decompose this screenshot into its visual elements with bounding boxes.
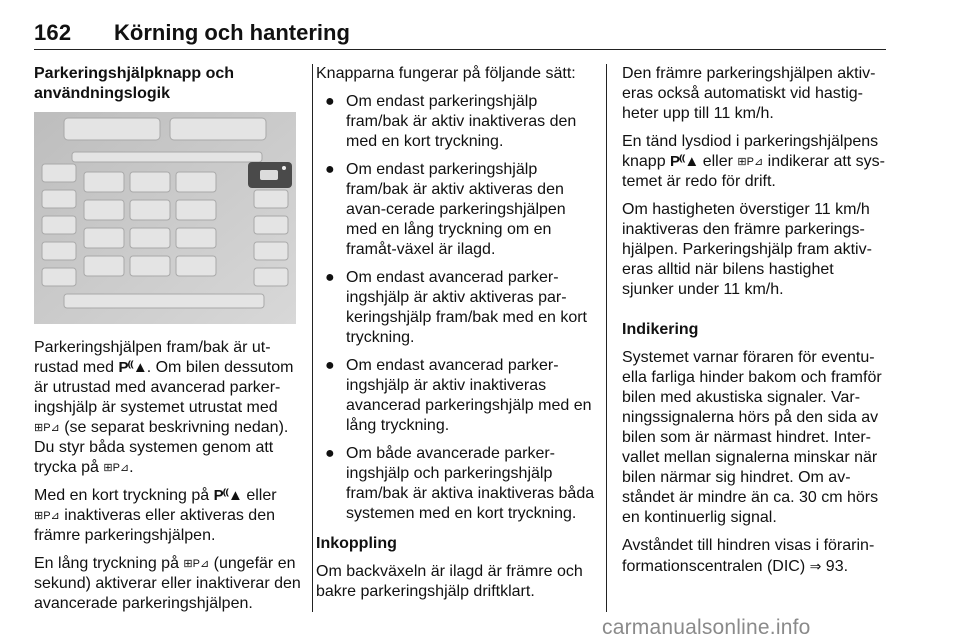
paragraph-inkoppling: Om backväxeln är ilagd är främre och bakre parkeringshjälp driftklart. xyxy=(316,563,583,600)
park-assist-icon: P⁽⁽▲ xyxy=(213,487,242,504)
subheading-inkoppling: Inkoppling xyxy=(316,535,397,552)
park-assist-icon: P⁽⁽▲ xyxy=(118,359,147,376)
watermark: carmanualsonline.info xyxy=(602,616,811,639)
bullet-list xyxy=(316,92,596,524)
list-item: ● Om både avancerade parker-ingshjälp och parkeringshjälp fram/bak är aktiva inaktiveras båda systemen med en kort tryckning. xyxy=(325,445,595,522)
advanced-park-assist-icon: ⊞P⊿ xyxy=(103,462,130,474)
bullet-icon: ● xyxy=(325,445,335,462)
paragraph-equipment: Parkeringshjälpen fram/bak är ut-rustad med P⁽⁽▲. Om bilen dessutom är utrustad med avancerad parker-ingshjälp är systemet utrustat med ⊞P⊿ (se separat beskrivning nedan). Du styr båda systemen genom att trycka på ⊞P⊿. xyxy=(34,339,294,476)
header-rule xyxy=(34,49,886,50)
park-assist-icon: P⁽⁽▲ xyxy=(670,153,699,170)
page-reference-arrow-icon: ⇒ xyxy=(809,558,822,574)
column-divider-2 xyxy=(606,64,607,612)
list-item: ● Om endast avancerad parker-ingshjälp är aktiv inaktiveras avancerad parkeringshjälp med en lång tryckning. xyxy=(325,357,592,434)
bullet-icon: ● xyxy=(325,269,335,286)
subheading-indikering: Indikering xyxy=(622,321,699,338)
page-header xyxy=(34,0,886,50)
section-heading: Parkeringshjälpknapp och användningslogik xyxy=(34,65,235,102)
bullet-icon: ● xyxy=(325,161,335,178)
advanced-park-assist-icon: ⊞P⊿ xyxy=(183,558,210,570)
advanced-park-assist-icon: ⊞P⊿ xyxy=(737,156,764,168)
bullet-icon: ● xyxy=(325,93,335,110)
list-item: ● Om endast parkeringshjälp fram/bak är aktiv aktiveras den avan-cerade parkeringshjälpen med en lång tryckning om en framåt-växel är ilagd. xyxy=(325,161,566,258)
column-1 xyxy=(34,64,302,622)
column-divider-1 xyxy=(312,64,313,612)
column-3 xyxy=(622,64,888,585)
paragraph-auto-activation: Den främre parkeringshjälpen aktiv-eras också automatiskt vid hastig-heter upp till 11 km/h. xyxy=(622,65,876,122)
console-photo xyxy=(34,112,296,324)
paragraph-warning: Systemet varnar föraren för eventu-ella farliga hinder bakom och framför bilen med akustiska signaler. Var-ningssignalerna hörs på den sida av bilen som är närmast hindret. Inter-vallet mellan signalerna minskar när bilen närmar sig hindret. Om av-ståndet är mindre än ca. 30 cm hörs en kontinuerlig signal. xyxy=(622,349,882,526)
column-2 xyxy=(316,64,596,610)
paragraph-led: En tänd lysdiod i parkeringshjälpens knapp P⁽⁽▲ eller ⊞P⊿ indikerar att sys-temet är redo för drift. xyxy=(622,133,885,190)
paragraph-dic: Avståndet till hindren visas i förarin-formationscentralen (DIC) ⇒ 93. xyxy=(622,537,875,575)
paragraph-speed: Om hastigheten överstiger 11 km/h inaktiveras den främre parkerings-hjälpen. Parkeringshjälp fram aktiv-eras alltid när bilens hastighet sjunker under 11 km/h. xyxy=(622,201,872,298)
advanced-park-assist-icon: ⊞P⊿ xyxy=(34,422,60,434)
bullet-icon: ● xyxy=(325,357,335,374)
buttons-intro: Knapparna fungerar på följande sätt: xyxy=(316,65,576,82)
list-item: ● Om endast parkeringshjälp fram/bak är aktiv inaktiveras den med en kort tryckning. xyxy=(325,93,577,150)
page-number: 162 xyxy=(34,20,72,45)
paragraph-long-press: En lång tryckning på ⊞P⊿ (ungefär en sekund) aktiverar eller inaktiverar den avancerade parkeringshjälpen. xyxy=(34,555,301,612)
list-item: ● Om endast avancerad parker-ingshjälp är aktiv aktiveras par-keringshjälp fram/bak med en kort tryckning. xyxy=(325,269,587,346)
paragraph-short-press: Med en kort tryckning på P⁽⁽▲ eller ⊞P⊿ inaktiveras eller aktiveras den främre parkeringshjälpen. xyxy=(34,487,277,544)
chapter-title: Körning och hantering xyxy=(114,20,350,45)
advanced-park-assist-icon: ⊞P⊿ xyxy=(34,510,60,522)
